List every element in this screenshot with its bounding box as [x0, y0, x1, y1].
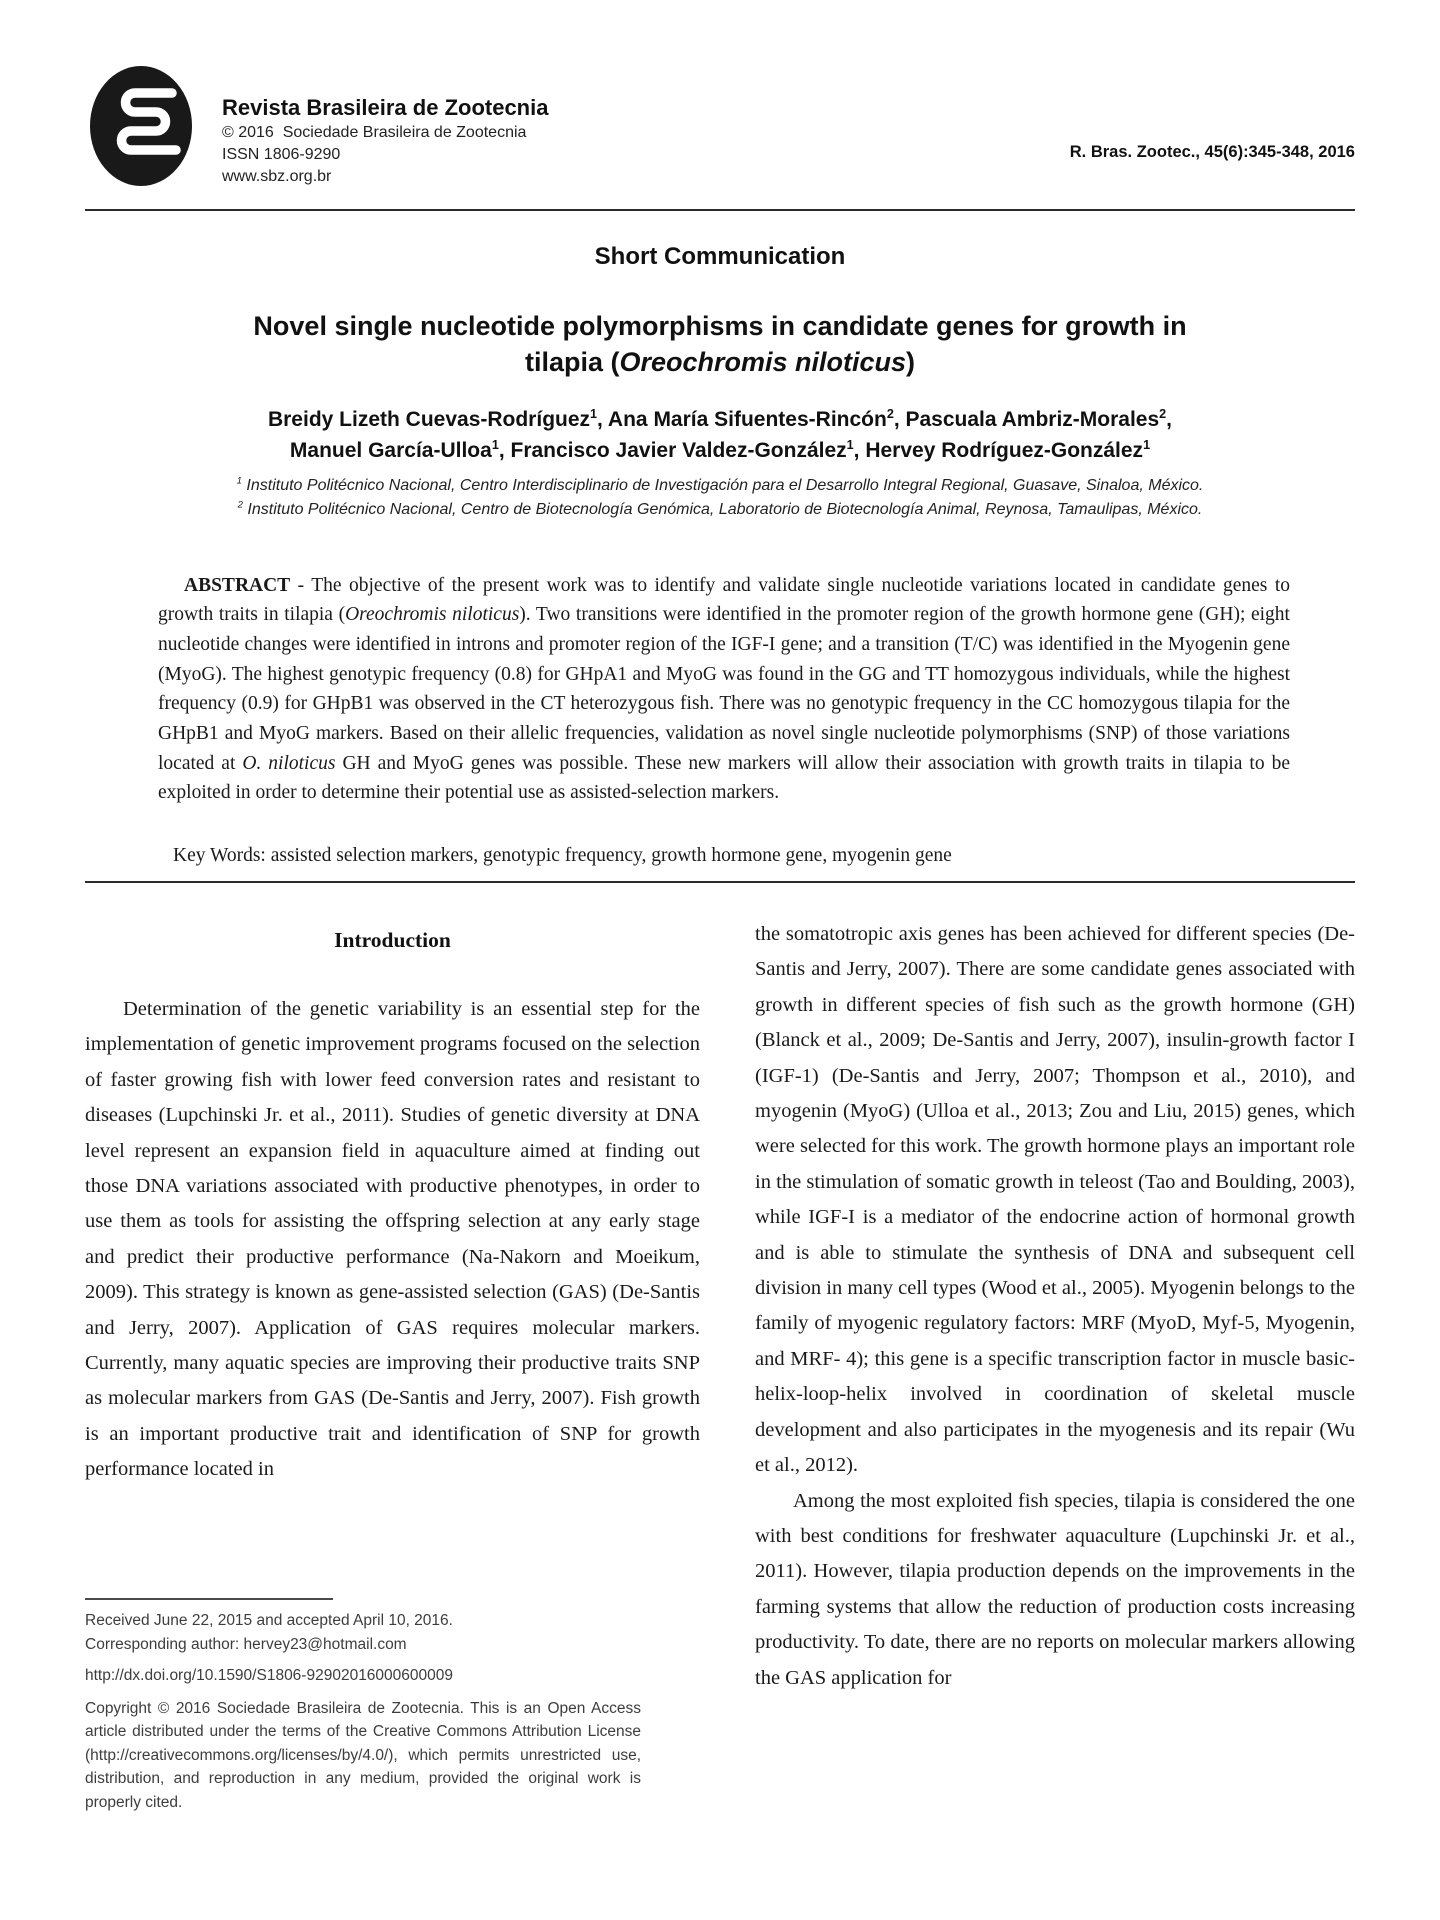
abstract-text: - The objective of the present work was to identify and validate single nucleotide variations located in candidate genes to growth traits in tilapia ( [158, 574, 1290, 626]
affiliation-list [85, 474, 1355, 522]
citation-reference: R. Bras. Zootec., 45(6):345-348, 2016 [1069, 143, 1355, 161]
body-column-left [85, 992, 700, 1488]
received-accepted-dates: Received June 22, 2015 and accepted April 10, 2016. [85, 1612, 453, 1629]
affiliation-2 [85, 498, 1355, 522]
author-affiliation-sup: 1 [590, 407, 598, 421]
abstract-species-italic: O. niloticus [242, 752, 336, 774]
journal-issn: ISSN 1806-9290 [222, 146, 341, 163]
header-divider [85, 209, 1355, 211]
affiliation-1-text: Instituto Politécnico Nacional, Centro Interdisciplinario de Investigación para el Desarrollo Integral Regional, Guasave, Sinaloa, México. [241, 477, 1204, 494]
author-name: , Francisco Javier Valdez-González [498, 439, 847, 462]
keywords-line: Key Words: assisted selection markers, genotypic frequency, growth hormone gene, myogenin gene [173, 845, 952, 866]
affiliation-2-text: Instituto Politécnico Nacional, Centro de Biotecnología Genómica, Laboratorio de Biotecnología Animal, Reynosa, Tamaulipas, México. [242, 501, 1203, 518]
author-name: Manuel García-Ulloa [289, 439, 492, 462]
footnote-block [85, 1598, 641, 1814]
author-name: , Hervey Rodríguez-González [853, 439, 1144, 462]
section-label: Short Communication [594, 243, 846, 270]
introduction-paragraph-2: Among the most exploited fish species, tilapia is considered the one with best conditions for freshwater aquaculture (Lupchinski Jr. et al., 2011). However, tilapia production depends on the improvements in the farming systems that allow the reduction of production costs increasing productivity. To date, there are no reports on molecular markers allowing the GAS application for [755, 1489, 1355, 1689]
journal-header-block [222, 94, 548, 188]
author-list [85, 404, 1355, 466]
author-affiliation-sup: 2 [1159, 407, 1167, 421]
author-name: , Pascuala Ambriz-Morales [893, 408, 1160, 431]
abstract-label: ABSTRACT [184, 574, 291, 596]
author-line-separator: , [1166, 408, 1173, 431]
journal-website: www.sbz.org.br [222, 168, 332, 185]
abstract-text: ). Two transitions were identified in the promoter region of the growth hormone gene (GH); eight nucleotide changes were identified in introns and promoter region of the IGF-I gene; and a transition (T/C) was identified in the Myogenin gene (MyoG). The highest genotypic frequency (0.8) for GHpA1 and MyoG was found in the GG and TT homozygous individuals, while the highest frequency (0.9) for GHpB1 was observed in the CT heterozygous fish. There was no genotypic frequency in the CC homozygous tilapia for the GHpB1 and MyoG markers. Based on their allelic frequencies, validation as novel single nucleotide polymorphisms (SNP) of those variations located at [158, 604, 1290, 774]
title-species-name: Oreochromis niloticus [619, 347, 907, 377]
corresponding-author: Corresponding author: hervey23@hotmail.com [85, 1635, 407, 1653]
abstract-species-italic: Oreochromis niloticus [345, 604, 520, 626]
introduction-paragraph-1: Determination of the genetic variability is an essential step for the implementation of genetic improvement programs focused on the selection of faster growing fish with lower feed conversion rates and resistant to diseases (Lupchinski Jr. et al., 2011). Studies of genetic diversity at DNA level represent an expansion field in aquaculture aimed at finding out those DNA variations associated with productive phenotypes, in order to use them as tools for assisting the offspring selection at any early stage and predict their productive performance (Na-Nakorn and Moeikum, 2009). This strategy is known as gene-assisted selection (GAS) (De-Santis and Jerry, 2007). Application of GAS requires molecular markers. Currently, many aquatic species are improving their productive traits SNP as molecular markers from GAS (De-Santis and Jerry, 2007). Fish growth is an important productive trait and identification of SNP for growth performance located in [85, 998, 700, 1481]
journal-name: Revista Brasileira de Zootecnia [222, 95, 549, 120]
title-species-suffix: ) [906, 347, 916, 377]
introduction-paragraph-1-continued: the somatotropic axis genes has been achieved for different species (De-Santis and Jerry, 2007). There are some candidate genes associated with growth in different species of fish such as the growth hormone (GH) (Blanck et al., 2009; De-Santis and Jerry, 2007), insulin-growth factor I (IGF-1) (De-Santis and Jerry, 2007; Thompson et al., 2010), and myogenin (MyoG) (Ulloa et al., 2013; Zou and Liu, 2015) genes, which were selected for this work. The growth hormone plays an important role in the stimulation of somatic growth in teleost (Tao and Boulding, 2003), while IGF-I is a mediator of the endocrine action of hormonal growth and is able to stimulate the synthesis of DNA and subsequent cell division in many cell types (Wood et al., 2005). Myogenin belongs to the family of myogenic regulatory factors: MRF (MyoD, Myf-5, Myogenin, and MRF- 4); this gene is a specific transcription factor in muscle basic-helix-loop-helix involved in coordination of skeletal muscle development and also participates in the myogenesis and its repair (Wu et al., 2012). [755, 923, 1355, 1477]
affiliation-1-sup: 1 [236, 475, 242, 487]
footnote-divider [85, 1598, 333, 1600]
affiliation-1 [85, 474, 1355, 498]
keywords-divider [85, 881, 1355, 883]
author-affiliation-sup: 1 [846, 438, 854, 452]
article-title-line1: Novel single nucleotide polymorphisms in candidate genes for growth in [253, 311, 1187, 341]
sbz-logo-icon [90, 66, 192, 186]
author-line-2 [85, 435, 1355, 466]
author-affiliation-sup: 1 [1143, 438, 1151, 452]
abstract-text: GH and MyoG genes was possible. These new markers will allow their association with growth traits in tilapia to be exploited in order to determine their potential use as assisted-selection markers. [158, 752, 1291, 804]
affiliation-2-sup: 2 [237, 499, 243, 511]
introduction-heading: Introduction [334, 928, 451, 952]
title-species-prefix: tilapia ( [524, 347, 620, 377]
doi-link: http://dx.doi.org/10.1590/S1806-92902016000600009 [85, 1667, 454, 1684]
journal-copyright: © 2016 Sociedade Brasileira de Zootecnia [222, 124, 527, 141]
article-title-line2 [85, 344, 1355, 380]
body-column-right [755, 917, 1355, 1696]
author-name: , Ana María Sifuentes-Rincón [597, 408, 887, 431]
article-title [85, 308, 1355, 380]
author-affiliation-sup: 2 [886, 407, 894, 421]
author-affiliation-sup: 1 [491, 438, 499, 452]
abstract-paragraph [158, 571, 1290, 809]
author-line-1 [85, 404, 1355, 435]
author-name: Breidy Lizeth Cuevas-Rodríguez [267, 408, 591, 431]
copyright-notice: Copyright © 2016 Sociedade Brasileira de Zootecnia. This is an Open Access article distributed under the terms of the Creative Commons Attribution License (http://creativecommons.org/licenses/by/4.0/), which permits unrestricted use, distribution, and reproduction in any medium, provided the original work is properly cited. [85, 1699, 641, 1811]
